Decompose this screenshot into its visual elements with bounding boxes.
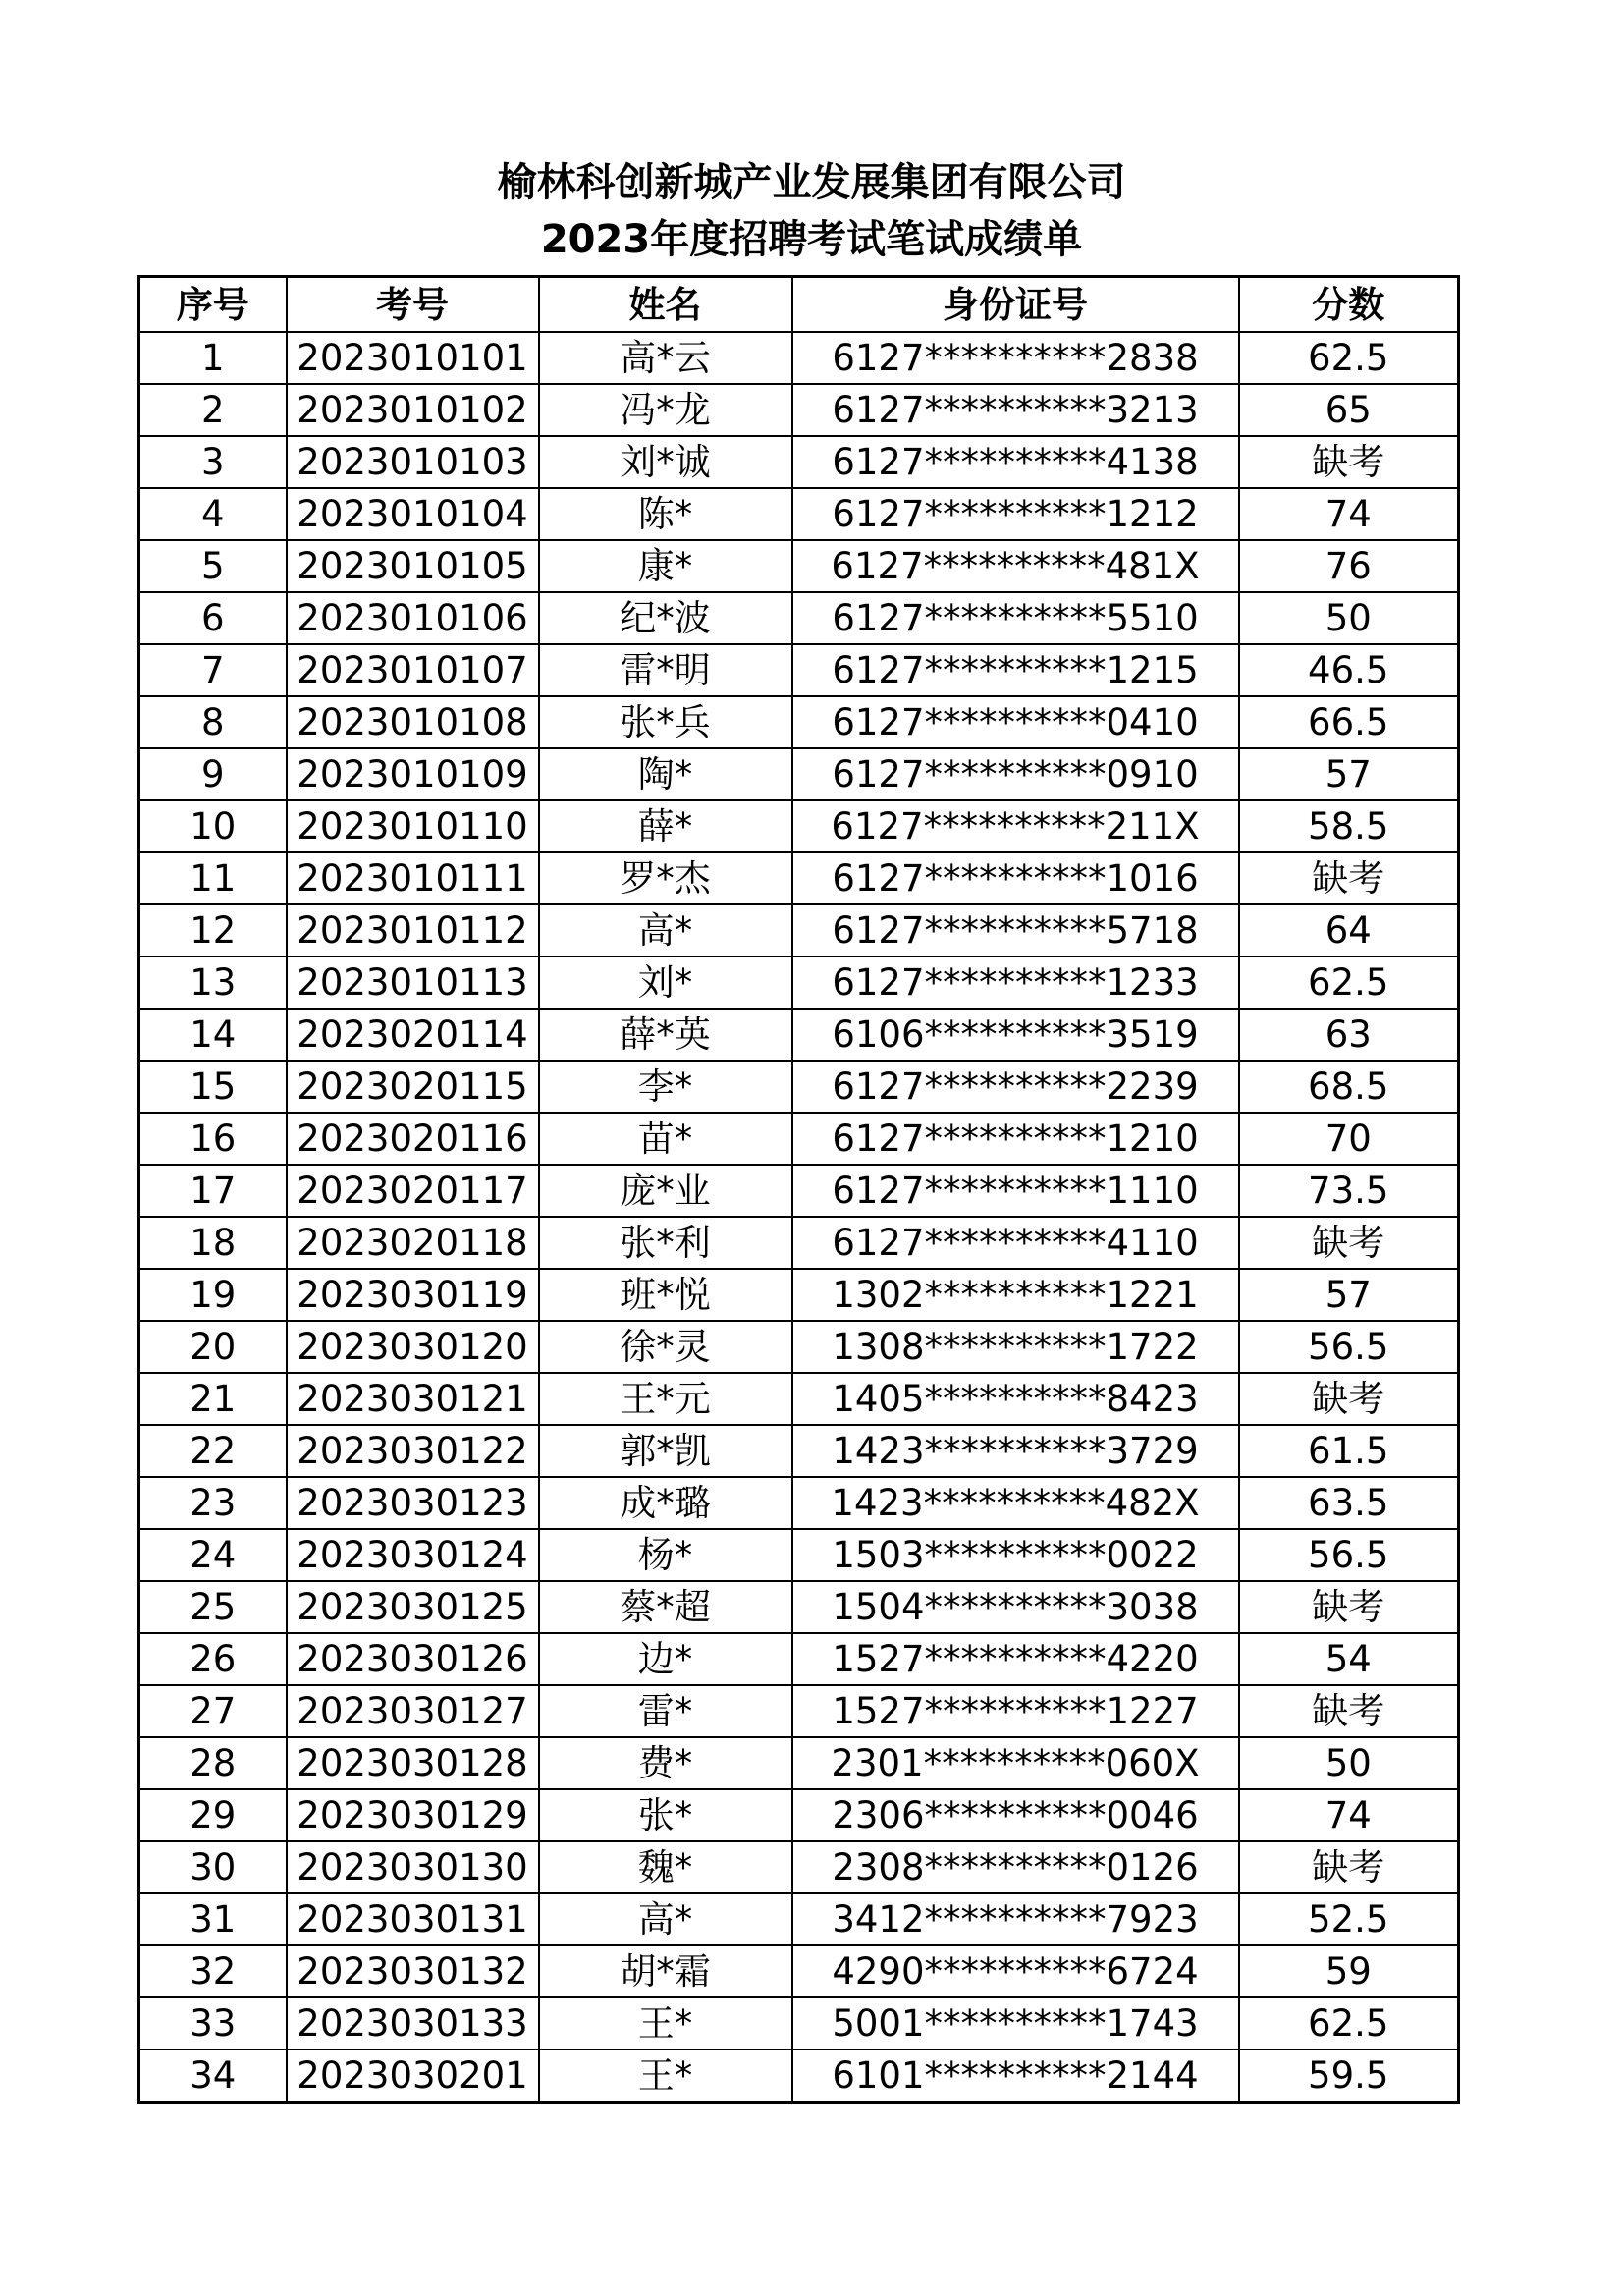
table-row <box>139 800 1459 852</box>
table-row <box>139 1165 1459 1217</box>
table-row <box>139 1997 1459 2050</box>
cell-seq: 26 <box>139 1633 287 1685</box>
cell-name: 高*云 <box>539 332 792 384</box>
cell-score: 52.5 <box>1239 1893 1459 1945</box>
cell-seq: 25 <box>139 1581 287 1633</box>
table-row <box>139 644 1459 696</box>
cell-seq: 18 <box>139 1217 287 1269</box>
cell-exam-number: 2023030201 <box>287 2050 539 2103</box>
cell-id-number: 6127**********4110 <box>792 1217 1239 1269</box>
cell-id-number: 6106**********3519 <box>792 1009 1239 1061</box>
cell-seq: 1 <box>139 332 287 384</box>
cell-score: 缺考 <box>1239 1373 1459 1425</box>
table-row <box>139 1217 1459 1269</box>
cell-score: 缺考 <box>1239 1841 1459 1893</box>
cell-score: 57 <box>1239 1269 1459 1321</box>
header-seq: 序号 <box>139 277 287 333</box>
cell-exam-number: 2023010109 <box>287 748 539 800</box>
table-row <box>139 488 1459 540</box>
cell-name: 张*利 <box>539 1217 792 1269</box>
cell-score: 62.5 <box>1239 957 1459 1009</box>
cell-id-number: 6127**********5510 <box>792 592 1239 644</box>
cell-exam-number: 2023030123 <box>287 1477 539 1529</box>
cell-id-number: 1504**********3038 <box>792 1581 1239 1633</box>
cell-name: 蔡*超 <box>539 1581 792 1633</box>
table-row <box>139 1477 1459 1529</box>
table-row <box>139 1529 1459 1581</box>
cell-name: 罗*杰 <box>539 852 792 904</box>
cell-seq: 3 <box>139 436 287 488</box>
table-row <box>139 1373 1459 1425</box>
cell-seq: 10 <box>139 800 287 852</box>
table-row <box>139 1321 1459 1373</box>
cell-seq: 17 <box>139 1165 287 1217</box>
cell-name: 刘*诚 <box>539 436 792 488</box>
cell-exam-number: 2023020116 <box>287 1113 539 1165</box>
cell-name: 费* <box>539 1737 792 1789</box>
cell-seq: 4 <box>139 488 287 540</box>
cell-score: 缺考 <box>1239 1685 1459 1737</box>
cell-exam-number: 2023030120 <box>287 1321 539 1373</box>
table-row <box>139 696 1459 748</box>
cell-seq: 28 <box>139 1737 287 1789</box>
cell-exam-number: 2023030126 <box>287 1633 539 1685</box>
cell-name: 王*元 <box>539 1373 792 1425</box>
cell-id-number: 6127**********2838 <box>792 332 1239 384</box>
cell-name: 陈* <box>539 488 792 540</box>
cell-name: 冯*龙 <box>539 384 792 436</box>
cell-score: 76 <box>1239 540 1459 592</box>
cell-exam-number: 2023030131 <box>287 1893 539 1945</box>
cell-score: 73.5 <box>1239 1165 1459 1217</box>
cell-score: 59.5 <box>1239 2050 1459 2103</box>
cell-score: 缺考 <box>1239 1217 1459 1269</box>
cell-seq: 23 <box>139 1477 287 1529</box>
table-row <box>139 1425 1459 1477</box>
cell-score: 70 <box>1239 1113 1459 1165</box>
cell-name: 薛* <box>539 800 792 852</box>
cell-score: 56.5 <box>1239 1321 1459 1373</box>
cell-name: 陶* <box>539 748 792 800</box>
cell-id-number: 6127**********2239 <box>792 1061 1239 1113</box>
cell-id-number: 6127**********1016 <box>792 852 1239 904</box>
cell-score: 74 <box>1239 1789 1459 1841</box>
cell-exam-number: 2023030119 <box>287 1269 539 1321</box>
cell-name: 雷* <box>539 1685 792 1737</box>
cell-seq: 2 <box>139 384 287 436</box>
table-row <box>139 384 1459 436</box>
cell-exam-number: 2023030125 <box>287 1581 539 1633</box>
table-row <box>139 592 1459 644</box>
cell-id-number: 1405**********8423 <box>792 1373 1239 1425</box>
cell-exam-number: 2023010110 <box>287 800 539 852</box>
table-row <box>139 748 1459 800</box>
cell-exam-number: 2023010103 <box>287 436 539 488</box>
cell-id-number: 1423**********3729 <box>792 1425 1239 1477</box>
cell-name: 张*兵 <box>539 696 792 748</box>
cell-seq: 33 <box>139 1997 287 2050</box>
document-title: 榆林科创新城产业发展集团有限公司 <box>497 160 1126 205</box>
cell-exam-number: 2023020118 <box>287 1217 539 1269</box>
cell-id-number: 2308**********0126 <box>792 1841 1239 1893</box>
cell-exam-number: 2023010111 <box>287 852 539 904</box>
cell-score: 54 <box>1239 1633 1459 1685</box>
cell-score: 58.5 <box>1239 800 1459 852</box>
cell-seq: 7 <box>139 644 287 696</box>
cell-score: 50 <box>1239 1737 1459 1789</box>
cell-score: 68.5 <box>1239 1061 1459 1113</box>
cell-name: 班*悦 <box>539 1269 792 1321</box>
cell-exam-number: 2023030132 <box>287 1945 539 1997</box>
cell-name: 高* <box>539 904 792 957</box>
cell-name: 边* <box>539 1633 792 1685</box>
cell-name: 纪*波 <box>539 592 792 644</box>
cell-id-number: 1527**********4220 <box>792 1633 1239 1685</box>
table-row <box>139 436 1459 488</box>
cell-id-number: 6127**********1233 <box>792 957 1239 1009</box>
cell-score: 缺考 <box>1239 1581 1459 1633</box>
cell-score: 66.5 <box>1239 696 1459 748</box>
cell-id-number: 6127**********481X <box>792 540 1239 592</box>
cell-name: 胡*霜 <box>539 1945 792 1997</box>
cell-name: 王* <box>539 2050 792 2103</box>
cell-name: 雷*明 <box>539 644 792 696</box>
cell-exam-number: 2023010107 <box>287 644 539 696</box>
table-row <box>139 1893 1459 1945</box>
document-subtitle: 2023年度招聘考试笔试成绩单 <box>540 217 1083 262</box>
cell-name: 张* <box>539 1789 792 1841</box>
cell-score: 缺考 <box>1239 852 1459 904</box>
cell-seq: 31 <box>139 1893 287 1945</box>
cell-seq: 15 <box>139 1061 287 1113</box>
cell-id-number: 6127**********4138 <box>792 436 1239 488</box>
cell-exam-number: 2023010112 <box>287 904 539 957</box>
cell-score: 65 <box>1239 384 1459 436</box>
table-row <box>139 957 1459 1009</box>
cell-id-number: 6101**********2144 <box>792 2050 1239 2103</box>
cell-seq: 9 <box>139 748 287 800</box>
table-row <box>139 1009 1459 1061</box>
table-row <box>139 852 1459 904</box>
cell-id-number: 6127**********5718 <box>792 904 1239 957</box>
cell-score: 61.5 <box>1239 1425 1459 1477</box>
cell-exam-number: 2023030133 <box>287 1997 539 2050</box>
cell-name: 郭*凯 <box>539 1425 792 1477</box>
cell-exam-number: 2023030127 <box>287 1685 539 1737</box>
cell-seq: 16 <box>139 1113 287 1165</box>
table-body <box>139 332 1459 2103</box>
cell-seq: 11 <box>139 852 287 904</box>
table-row <box>139 1581 1459 1633</box>
cell-id-number: 5001**********1743 <box>792 1997 1239 2050</box>
cell-score: 63.5 <box>1239 1477 1459 1529</box>
cell-score: 62.5 <box>1239 1997 1459 2050</box>
results-table <box>137 275 1460 2104</box>
table-row <box>139 1789 1459 1841</box>
cell-name: 杨* <box>539 1529 792 1581</box>
cell-id-number: 6127**********1212 <box>792 488 1239 540</box>
cell-id-number: 1503**********0022 <box>792 1529 1239 1581</box>
table-row <box>139 1061 1459 1113</box>
header-id-number: 身份证号 <box>792 277 1239 333</box>
cell-seq: 22 <box>139 1425 287 1477</box>
cell-name: 魏* <box>539 1841 792 1893</box>
cell-seq: 8 <box>139 696 287 748</box>
cell-name: 康* <box>539 540 792 592</box>
table-row <box>139 1737 1459 1789</box>
cell-seq: 19 <box>139 1269 287 1321</box>
cell-seq: 13 <box>139 957 287 1009</box>
cell-exam-number: 2023030130 <box>287 1841 539 1893</box>
cell-id-number: 4290**********6724 <box>792 1945 1239 1997</box>
cell-seq: 24 <box>139 1529 287 1581</box>
cell-seq: 21 <box>139 1373 287 1425</box>
table-row <box>139 540 1459 592</box>
cell-exam-number: 2023020114 <box>287 1009 539 1061</box>
cell-score: 63 <box>1239 1009 1459 1061</box>
cell-exam-number: 2023030128 <box>287 1737 539 1789</box>
cell-exam-number: 2023030122 <box>287 1425 539 1477</box>
cell-id-number: 1302**********1221 <box>792 1269 1239 1321</box>
cell-exam-number: 2023010101 <box>287 332 539 384</box>
cell-score: 74 <box>1239 488 1459 540</box>
table-row <box>139 1269 1459 1321</box>
cell-seq: 29 <box>139 1789 287 1841</box>
cell-name: 高* <box>539 1893 792 1945</box>
cell-name: 成*璐 <box>539 1477 792 1529</box>
cell-exam-number: 2023010113 <box>287 957 539 1009</box>
table-row <box>139 1945 1459 1997</box>
cell-exam-number: 2023030129 <box>287 1789 539 1841</box>
cell-exam-number: 2023010104 <box>287 488 539 540</box>
cell-score: 59 <box>1239 1945 1459 1997</box>
table-header-row <box>139 277 1459 333</box>
cell-exam-number: 2023020117 <box>287 1165 539 1217</box>
table-row <box>139 1113 1459 1165</box>
cell-seq: 32 <box>139 1945 287 1997</box>
cell-seq: 6 <box>139 592 287 644</box>
cell-id-number: 6127**********1110 <box>792 1165 1239 1217</box>
cell-exam-number: 2023010106 <box>287 592 539 644</box>
cell-seq: 12 <box>139 904 287 957</box>
table-row <box>139 2050 1459 2103</box>
cell-exam-number: 2023030124 <box>287 1529 539 1581</box>
cell-id-number: 6127**********1215 <box>792 644 1239 696</box>
cell-exam-number: 2023010105 <box>287 540 539 592</box>
cell-id-number: 1423**********482X <box>792 1477 1239 1529</box>
header-score: 分数 <box>1239 277 1459 333</box>
header-exam-number: 考号 <box>287 277 539 333</box>
cell-exam-number: 2023010108 <box>287 696 539 748</box>
cell-seq: 14 <box>139 1009 287 1061</box>
cell-name: 王* <box>539 1997 792 2050</box>
cell-score: 46.5 <box>1239 644 1459 696</box>
table-row <box>139 1841 1459 1893</box>
table-row <box>139 1633 1459 1685</box>
cell-id-number: 6127**********1210 <box>792 1113 1239 1165</box>
table-row <box>139 1685 1459 1737</box>
table-row <box>139 332 1459 384</box>
cell-name: 薛*英 <box>539 1009 792 1061</box>
cell-id-number: 6127**********211X <box>792 800 1239 852</box>
table-row <box>139 904 1459 957</box>
cell-score: 缺考 <box>1239 436 1459 488</box>
cell-name: 徐*灵 <box>539 1321 792 1373</box>
cell-id-number: 1308**********1722 <box>792 1321 1239 1373</box>
cell-name: 刘* <box>539 957 792 1009</box>
cell-exam-number: 2023030121 <box>287 1373 539 1425</box>
header-name: 姓名 <box>539 277 792 333</box>
cell-name: 庞*业 <box>539 1165 792 1217</box>
cell-score: 62.5 <box>1239 332 1459 384</box>
cell-name: 苗* <box>539 1113 792 1165</box>
cell-score: 56.5 <box>1239 1529 1459 1581</box>
cell-seq: 27 <box>139 1685 287 1737</box>
cell-id-number: 3412**********7923 <box>792 1893 1239 1945</box>
cell-exam-number: 2023010102 <box>287 384 539 436</box>
cell-id-number: 6127**********0910 <box>792 748 1239 800</box>
cell-seq: 5 <box>139 540 287 592</box>
cell-id-number: 6127**********0410 <box>792 696 1239 748</box>
cell-name: 李* <box>539 1061 792 1113</box>
cell-exam-number: 2023020115 <box>287 1061 539 1113</box>
cell-id-number: 2301**********060X <box>792 1737 1239 1789</box>
cell-id-number: 2306**********0046 <box>792 1789 1239 1841</box>
cell-seq: 34 <box>139 2050 287 2103</box>
cell-score: 64 <box>1239 904 1459 957</box>
cell-seq: 30 <box>139 1841 287 1893</box>
cell-id-number: 1527**********1227 <box>792 1685 1239 1737</box>
cell-score: 57 <box>1239 748 1459 800</box>
cell-score: 50 <box>1239 592 1459 644</box>
cell-seq: 20 <box>139 1321 287 1373</box>
cell-id-number: 6127**********3213 <box>792 384 1239 436</box>
